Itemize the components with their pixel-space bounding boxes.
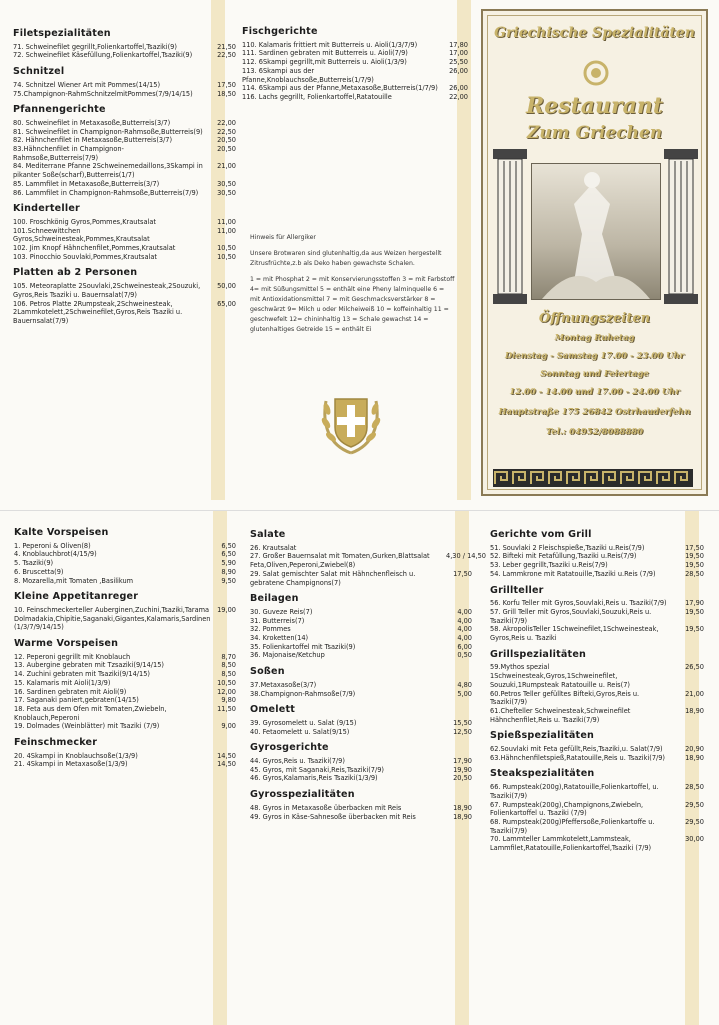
menu-item-name: 105. Meteoraplatte 2Souvlaki,2Schweinesteak,2Souzuki, Gyros,Reis Tsaziki u. Bauernsalat(7/9) [13,282,201,299]
menu-item-name: 52. Bifteki mit Fetafüllung,Tsaziki u.Reis(7/9) [490,552,637,561]
menu-item-price: 19,90 [453,765,472,774]
menu-item [250,544,472,553]
menu-item [13,189,236,198]
menu-item-price: 0,50 [457,651,472,660]
menu-item-name: 61.Chefteller Schweinesteak,Schweinefilet Hähnchenfilet,Reis u. Tsaziki(7/9) [490,706,631,724]
menu-item [14,688,236,697]
section-title: Platten ab 2 Personen [13,267,138,279]
menu-item-name: 70. Lammteller Lammkotelett,Lammsteak, Lammfilet,Ratatouille,Folienkartoffel,Tsaziki (7/9) [490,835,652,853]
menu-item [242,41,468,50]
menu-item-price: 17,80 [449,40,468,49]
menu-item-name: 111. Sardinen gebraten mit Butterreis u. Aioli(7/9) [242,49,408,58]
menu-item-price: 19,50 [685,561,704,570]
menu-item-name: 12. Peperoni gegrillt mit Knoblauch [14,652,131,661]
menu-item-price: 21,50 [217,42,236,51]
menu-item-name: 114. 6Skampi aus der Pfanne,Metaxasoße,Butterreis(1/7/9) [242,84,438,93]
menu-item [14,653,236,662]
menu-item-name: 19. Dolmades (Weinblätter) mit Tsaziki (7/9) [14,722,160,731]
menu-item [14,696,236,705]
menu-item-name: 16. Sardinen gebraten mit Aioli(9) [14,687,127,696]
menu-item [250,617,472,626]
menu-item [14,577,236,586]
menu-item [13,300,236,326]
menu-item [13,119,236,128]
menu-item-price: 11,50 [217,704,236,713]
menu-item [242,49,468,58]
menu-item-price: 5,90 [221,559,236,568]
menu-item [14,542,236,551]
menu-item-price: 14,50 [217,760,236,769]
menu-item-price: 25,50 [449,58,468,67]
menu-item-price: 20,50 [217,145,236,154]
menu-item-price: 4,30 / 14,50 [446,552,486,561]
menu-item-price: 28,50 [685,783,704,792]
menu-item-price: 22,50 [217,51,236,60]
menu-item [490,783,704,800]
menu-item-price: 17,90 [453,757,472,766]
menu-item [242,58,468,67]
menu-item-price: 17,50 [217,80,236,89]
menu-item-price: 29,50 [685,800,704,809]
menu-item [490,625,704,642]
menu-item [250,643,472,652]
menu-item [13,162,236,179]
menu-item-name: 101.Schneewittchen Gyros,Schweinesteak,Pommes,Krautsalat [13,226,150,244]
section-title: Kinderteller [13,203,80,215]
menu-item-name: 31. Butterreis(7) [250,616,305,625]
menu-item-name: 116. Lachs gegrillt, Folienkartoffel,Ratatouille [242,92,392,101]
menu-page-top [0,0,719,500]
menu-item-price: 9,80 [221,696,236,705]
menu-item-name: 85. Lammfilet in Metaxasoße,Butterreis(3/7) [13,179,160,188]
menu-item [250,634,472,643]
menu-item [250,570,472,587]
menu-item-price: 17,90 [685,599,704,608]
section-title: Gyrosgerichte [250,742,329,754]
menu-item-price: 17,00 [449,49,468,58]
menu-item [250,804,472,813]
menu-item-price: 8,50 [221,670,236,679]
restaurant-address: Hauptstraße 175 26842 Ostrhauderfehn [498,407,691,417]
menu-item-price: 18,90 [453,803,472,812]
menu-item [490,570,704,579]
menu-item-price: 6,00 [457,642,472,651]
menu-item-price: 15,50 [453,718,472,727]
menu-item-name: 53. Leber gegrillt,Tsaziki u.Reis(7/9) [490,561,608,570]
menu-item [250,651,472,660]
menu-item [250,552,486,570]
section-title: Steakspezialitäten [490,768,595,780]
menu-item [14,568,236,577]
menu-item [250,719,472,728]
menu-item-price: 8,50 [221,661,236,670]
menu-item [13,282,236,299]
menu-item [250,681,472,690]
menu-item [242,84,468,93]
menu-item-price: 9,00 [221,722,236,731]
menu-item-name: 57. Grill Teller mit Gyros,Souvlaki,Souzuki,Reis u. Tsaziki(7/9) [490,607,652,625]
section-title: Kleine Appetitanreger [14,591,139,603]
allergy-text-2: 1 = mit Phosphat 2 = mit Konservierungsstoffen 3 = mit Farbstoff 4= mit Süßungsmittel 5 = enthält eine Pheny lalminquelle 6 = mit Antioxidationsmittel 7 = mit Geschmacksverstärker 8 = geschwärzt 9= Milch u oder Milcheiweiß 10 = koffeinhaltig 11 = geschwefelt 12= chininhaltig 13 = Schale gewachst 14 = glutenhaltiges Getreide 15 = enthält Ei [250,276,455,333]
menu-item-name: 40. Fetaomelett u. Salat(9/15) [250,727,350,736]
menu-item [14,606,236,632]
opening-hours-sunday-label: Sonntag und Feiertage [540,369,649,379]
menu-item-name: 63.Hähnchenfiletspieß,Ratatouille,Reis u. Tsaziki(7/9) [490,753,666,762]
menu-item-price: 10,50 [217,252,236,261]
menu-item [14,559,236,568]
section-title: Salate [250,529,286,540]
menu-item [13,43,236,52]
menu-item-name: 110. Kalamaris frittiert mit Butterreis u. Aioli(1/3/7/9) [242,40,418,49]
menu-item-name: 60.Petros Teller gefülltes Bifteki,Gyros,Reis u. Tsaziki(7/9) [490,689,640,707]
menu-item-name: 37.Metaxasoße(3/7) [250,680,317,689]
section-title: Grillspezialitäten [490,648,587,660]
menu-column-top-1 [13,30,236,326]
menu-item-name: 86. Lammfilet in Champignon-Rahmsoße,Butterreis(7/9) [13,188,199,197]
menu-item-name: 112. 6Skampi gegrillt,mit Butterreis u. Aioli(1/3/9) [242,58,407,67]
section-title: Beilagen [250,593,299,605]
section-title: Warme Vorspeisen [14,638,119,650]
menu-item-name: 106. Petros Platte 2Rumpsteak,2Schweinesteak, 2Lammkotelett,2Schweinefilet,Gyros,Reis Tsaziki u. Bauernsalat(7/9) [13,299,183,325]
section-title: Pfannengerichte [13,104,106,116]
menu-item-price: 30,00 [685,835,704,844]
menu-item [490,599,704,608]
menu-item-name: 62.Souvlaki mit Feta gefüllt,Reis,Tsaziki,u. Salat(7/9) [490,745,663,754]
menu-item-name: 100. Froschkönig Gyros,Pommes,Krautsalat [13,217,156,226]
menu-item [13,180,236,189]
section-title: Gerichte vom Grill [490,529,592,540]
menu-item-price: 14,50 [217,751,236,760]
menu-item [14,661,236,670]
menu-item-name: 4. Knoblauchbrot(4/15/9) [14,550,97,559]
menu-item [14,722,236,731]
statue-photo [531,163,661,300]
menu-item-name: 51. Souvlaki 2 Fleischspieße,Tsaziki u.Reis(7/9) [490,543,645,552]
menu-item-price: 20,90 [685,745,704,754]
column-left-icon [493,149,527,304]
section-title: Grillteller [490,584,544,596]
menu-item-price: 22,00 [217,118,236,127]
menu-item-name: 39. Gyrosomelett u. Salat (9/15) [250,718,357,727]
opening-hours-monday: Montag Ruhetag [554,333,635,343]
menu-item-name: 54. Lammkrone mit Ratatouille,Tsaziki u.Reis (7/9) [490,569,656,578]
menu-item-price: 20,50 [217,136,236,145]
menu-column-top-2 [242,28,468,102]
menu-item-price: 19,50 [685,607,704,616]
menu-item-name: 83.Hähnchenfilet in Champignon-Rahmsoße,Butterreis(7/9) [13,145,124,162]
restaurant-phone: Tel.: 04952/8088880 [545,427,644,437]
menu-item [250,766,472,775]
menu-item-name: 80. Schweinefilet in Metaxasoße,Butterreis(3/7) [13,118,171,127]
menu-item-price: 26,00 [449,66,468,75]
menu-item-price: 50,00 [217,282,236,291]
greek-crest-icon [318,383,384,455]
menu-item-price: 22,00 [449,92,468,101]
menu-item-price: 30,50 [217,179,236,188]
menu-item [490,663,704,689]
section-title: Filetspezialitäten [13,28,111,39]
poster-title-name: Zum Griechen [526,123,663,143]
menu-page-bottom [0,510,719,1025]
menu-item-price: 19,50 [685,552,704,561]
menu-item-name: 49. Gyros in Käse-Sahnesoße überbacken mit Reis [250,812,416,821]
menu-item [13,81,236,90]
allergy-heading: Hinweis für Allergiker [250,234,316,241]
laurel-emblem-icon [581,59,611,87]
menu-item-price: 4,00 [457,607,472,616]
menu-item-price: 6,50 [221,550,236,559]
menu-item [13,51,236,60]
menu-item-name: 6. Bruscetta(9) [14,567,64,576]
menu-item-name: 75.Champignon-RahmSchnitzelmitPommes(7/9/14/15) [13,89,193,98]
section-title: Kalte Vorspeisen [14,527,109,538]
section-title: Soßen [250,666,285,678]
menu-item [13,244,236,253]
menu-item-name: 26. Krautsalat [250,543,297,552]
poster-title-restaurant: Restaurant [525,93,664,119]
menu-column-bottom-1 [14,529,236,769]
menu-item-price: 22,50 [217,127,236,136]
menu-item-price: 11,00 [217,226,236,235]
statue-icon [532,164,660,299]
menu-item-name: 102. Jim Knopf Hähnchenfilet,Pommes,Krautsalat [13,244,176,253]
menu-item-name: 46. Gyros,Kalamaris,Reis Tsaziki(1/3/9) [250,774,378,783]
menu-item-name: 38.Champignon-Rahmsoße(7/9) [250,689,356,698]
section-title: Feinschmecker [14,737,98,749]
menu-item-name: 32. Pommes [250,625,291,634]
menu-item [490,745,704,754]
menu-item-name: 113. 6Skampi aus der Pfanne,Knoblauchsoße,Butterreis(1/7/9) [242,66,374,84]
menu-item-price: 65,00 [217,299,236,308]
menu-item-price: 11,00 [217,217,236,226]
menu-item-name: 68. Rumpsteak(200g)Pfeffersoße,Folienkartoffe u. Tsaziki(7/9) [490,817,655,835]
menu-item-name: 66. Rumpsteak(200g),Ratatouille,Folienkartoffel, u. Tsaziki(7/9) [490,783,659,800]
menu-item [490,835,704,852]
menu-item-price: 28,50 [685,569,704,578]
menu-item-name: 8. Mozarella,mit Tomaten ,Basilikum [14,576,134,585]
menu-item-price: 12,00 [217,687,236,696]
menu-item [250,690,472,699]
opening-hours-sunday: 12.00 - 14.00 und 17.00 - 24.00 Uhr [509,387,680,397]
menu-item-name: 84. Mediterrane Pfanne 2Schweinemedaillons,3Skampi in pikanter Soße(scharf),Butterreis(1/7) [13,162,203,180]
menu-item [490,754,704,763]
menu-item-name: 10. Feinschmeckerteller Auberginen,Zuchini,Tsaziki,Tarama Dolmadakia,Chipitie,Saganaki,Gigantes,Kalamaris,Sardinen (1/3/7/9/14/15) [14,605,211,632]
menu-item-name: 17. Saganaki paniert,gebraten(14/15) [14,696,139,705]
menu-item-name: 1. Peperoni & Oliven(8) [14,541,91,550]
menu-item-name: 45. Gyros, mit Saganaki,Reis,Tsaziki(7/9) [250,765,384,774]
menu-item-price: 17,50 [685,543,704,552]
menu-item-name: 81. Schweinefilet in Champignon-Rahmsoße,Butterreis(9) [13,127,203,136]
menu-item-name: 71. Schweinefilet gegrillt,Folienkartoffel,Tsaziki(9) [13,42,177,51]
menu-item-price: 30,50 [217,188,236,197]
section-title: Omelett [250,704,296,716]
menu-item [14,760,236,769]
menu-item-price: 18,90 [685,753,704,762]
menu-item-name: 36. Majonaise/Ketchup [250,651,325,660]
menu-item-price: 10,50 [217,678,236,687]
menu-item-name: 21. 4Skampi in Metaxasoße(1/3/9) [14,760,128,769]
menu-item-price: 17,50 [453,569,472,578]
menu-item-price: 18,90 [453,812,472,821]
menu-item-name: 13. Aubergine gebraten mit Tzsaziki(9/14/15) [14,661,164,670]
menu-item-name: 20. 4Skampi in Knoblauchsoße(1/3/9) [14,751,138,760]
menu-item [14,679,236,688]
menu-item [250,625,472,634]
menu-item [490,552,704,561]
section-title: Fischgerichte [242,26,318,37]
menu-column-bottom-2 [250,529,486,821]
section-title: Spießspezialitäten [490,730,595,742]
menu-item [13,227,236,244]
poster-title-specialties: Griechische Spezialitäten [494,25,695,41]
menu-item [13,145,236,162]
menu-item-name: 27. Großer Bauernsalat mit Tomaten,Gurken,Blattsalat Feta,Oliven,Peperoni,Zwiebel(8) [250,552,430,570]
menu-item [490,561,704,570]
menu-item [250,774,472,783]
menu-item-name: 59.Mythos spezial 1Schweinesteak,Gyros,1Schweinefilet, Souzuki,1Rumpsteak Ratatouille u. Reis(7) [490,663,630,689]
opening-hours-weekdays: Dienstag - Samstag 17.00 - 23.00 Uhr [504,351,685,361]
menu-item-price: 21,00 [685,689,704,698]
menu-item-name: 18. Feta aus dem Ofen mit Tomaten,Zwiebeln, Knoblauch,Peperoni [14,704,167,722]
menu-item-price: 9,50 [221,576,236,585]
menu-item-name: 14. Zuchini gebraten mit Tsaziki(9/14/15) [14,670,150,679]
menu-item [13,128,236,137]
menu-item-price: 19,50 [685,625,704,634]
menu-item-price: 4,00 [457,616,472,625]
menu-item-name: 58. AkropolisTeller 1Schweinefilet,1Schweinesteak, Gyros,Reis u. Tsaziki [490,625,659,643]
menu-item [490,544,704,553]
menu-item-price: 8,70 [221,652,236,661]
menu-item [13,136,236,145]
menu-item-price: 10,50 [217,244,236,253]
menu-item-name: 74. Schnitzel Wiener Art mit Pommes(14/15) [13,80,161,89]
menu-item-price: 4,00 [457,634,472,643]
menu-item-name: 103. Pinocchio Souvlaki,Pommes,Krautsalat [13,252,157,261]
menu-item [13,253,236,262]
menu-item-price: 5,00 [457,689,472,698]
menu-item-name: 44. Gyros,Reis u. Tsaziki(7/9) [250,757,345,766]
menu-item [250,608,472,617]
menu-item [490,608,704,625]
menu-item [490,690,704,707]
menu-item-price: 18,90 [685,706,704,715]
menu-item-price: 26,50 [685,663,704,672]
menu-item-price: 21,00 [217,162,236,171]
greek-key-border-icon [493,469,693,487]
menu-item [250,757,472,766]
menu-item-price: 12,50 [453,727,472,736]
menu-item-price: 6,50 [221,541,236,550]
menu-item-name: 15. Kalamaris mit Aioli(1/3/9) [14,678,111,687]
allergy-text-1: Unsere Brotwaren sind glutenhaltig,da aus Weizen hergestellt Zitrusfrüchte,z.b als Deko haben gewachste Schalen. [250,250,442,267]
menu-item [490,818,704,835]
column-right-icon [664,149,698,304]
menu-item-price: 18,50 [217,89,236,98]
restaurant-poster [481,9,708,496]
menu-item-price: 20,50 [453,774,472,783]
menu-item-name: 67. Rumpsteak(200g),Champignons,Zwiebeln, Folienkartoffel u. Tsaziki (7/9) [490,800,644,818]
menu-item [14,752,236,761]
menu-item-name: 48. Gyros in Metaxasoße überbacken mit Reis [250,803,402,812]
menu-item-name: 29. Salat gemischter Salat mit Hähnchenfleisch u. gebratene Champignons(7) [250,569,416,587]
menu-item-name: 56. Korfu Teller mit Gyros,Souvlaki,Reis u. Tsaziki(7/9) [490,599,667,608]
menu-item-name: 82. Hähnchenfilet in Metaxasoße,Butterreis(3/7) [13,136,173,145]
menu-item [13,218,236,227]
menu-item [250,728,472,737]
menu-item-price: 19,00 [217,605,236,614]
menu-item-name: 5. Tsaziki(9) [14,559,54,568]
menu-item [490,707,704,724]
menu-item [14,670,236,679]
menu-item [242,67,468,84]
menu-item-price: 26,00 [449,84,468,93]
menu-item-price: 8,90 [221,567,236,576]
menu-item [13,90,236,99]
menu-item-name: 35. Folienkartoffel mit Tsaziki(9) [250,642,356,651]
menu-item-price: 4,00 [457,625,472,634]
menu-item [490,801,704,818]
menu-item-price: 4,80 [457,680,472,689]
section-title: Gyrosspezialitäten [250,789,355,801]
section-title: Schnitzel [13,66,65,78]
menu-column-bottom-3 [490,531,704,853]
menu-item-price: 29,50 [685,817,704,826]
menu-item-name: 30. Guveze Reis(7) [250,607,313,616]
menu-item-name: 72. Schweinefilet Käsefüllung,Folienkartoffel,Tsaziki(9) [13,51,193,60]
menu-item [14,705,236,722]
menu-item [14,550,236,559]
menu-item [242,93,468,102]
allergy-note [250,233,455,341]
opening-hours-title: Öffnungszeiten [538,311,651,326]
menu-item [250,813,472,822]
menu-item-name: 34. Kroketten(14) [250,634,309,643]
